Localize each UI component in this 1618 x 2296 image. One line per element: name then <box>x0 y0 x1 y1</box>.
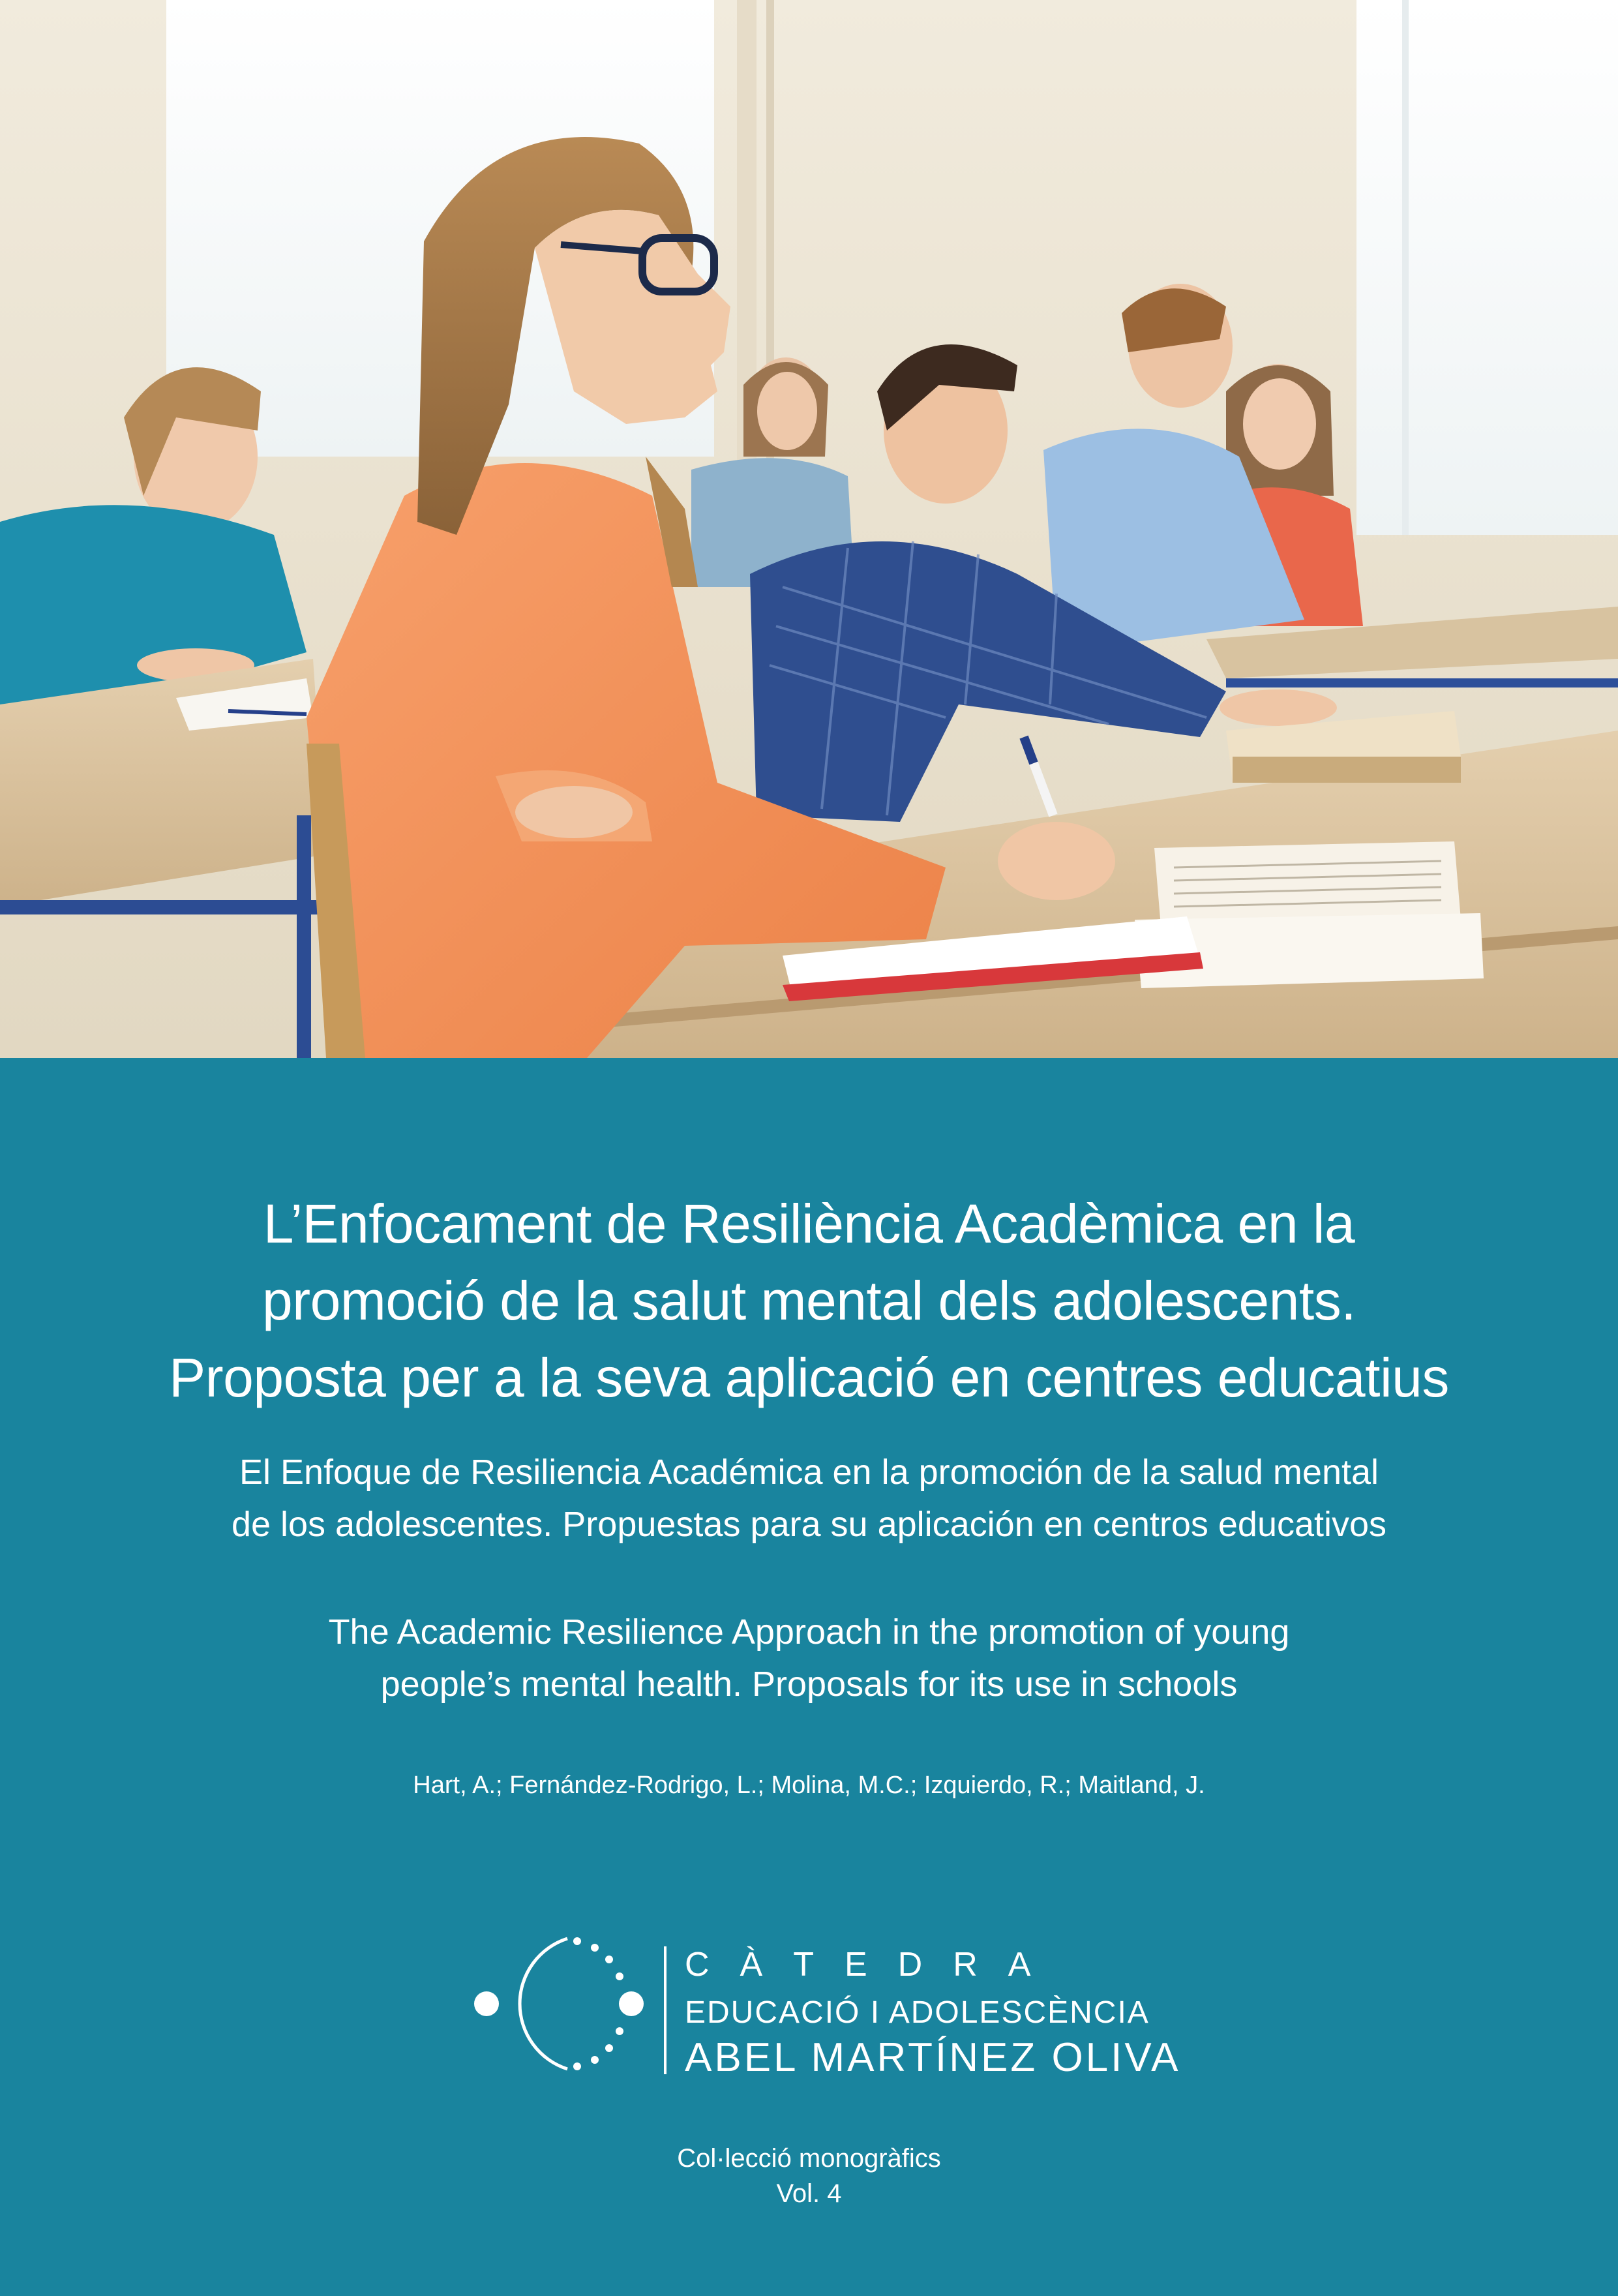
title-catalan-line-1: L’Enfocament de Resiliència Acadèmica en la <box>263 1193 1355 1254</box>
title-english-line-2: people’s mental health. Proposals for its use in schools <box>380 1665 1238 1704</box>
logo-text-educacio-adolescencia: EDUCACIÓ I ADOLESCÈNCIA <box>685 1995 1150 2030</box>
cover-photo-classroom <box>0 0 1618 1058</box>
title-catalan <box>0 1185 1618 1416</box>
title-spanish-line-2: de los adolescentes. Propuestas para su aplicación en centros educativos <box>231 1505 1387 1544</box>
collection-info <box>0 2141 1618 2211</box>
logo-divider <box>664 1946 667 2074</box>
title-spanish <box>0 1446 1618 1550</box>
title-english-line-1: The Academic Resilience Approach in the promotion of young <box>328 1612 1290 1652</box>
collection-name: Col·lecció monogràfics <box>677 2144 941 2173</box>
authors: Hart, A.; Fernández-Rodrigo, L.; Molina, M.C.; Izquierdo, R.; Maitland, J. <box>413 1772 1205 1799</box>
logo-text-catedra: CÀTEDRA <box>685 1946 1062 1984</box>
volume-number: Vol. 4 <box>776 2179 842 2208</box>
logo-text-abel-martinez-oliva: ABEL MARTÍNEZ OLIVA <box>685 2035 1181 2080</box>
title-catalan-line-3: Proposta per a la seva aplicació en centres educatius <box>169 1347 1449 1408</box>
catedra-logo-mark-icon <box>470 1926 646 2082</box>
title-english <box>0 1606 1618 1710</box>
title-spanish-line-1: El Enfoque de Resiliencia Académica en la promoción de la salud mental <box>239 1453 1379 1492</box>
cover-text-panel <box>0 1058 1618 2296</box>
catedra-logo <box>470 1926 1187 2082</box>
title-catalan-line-2: promoció de la salut mental dels adolescents. <box>262 1270 1356 1331</box>
